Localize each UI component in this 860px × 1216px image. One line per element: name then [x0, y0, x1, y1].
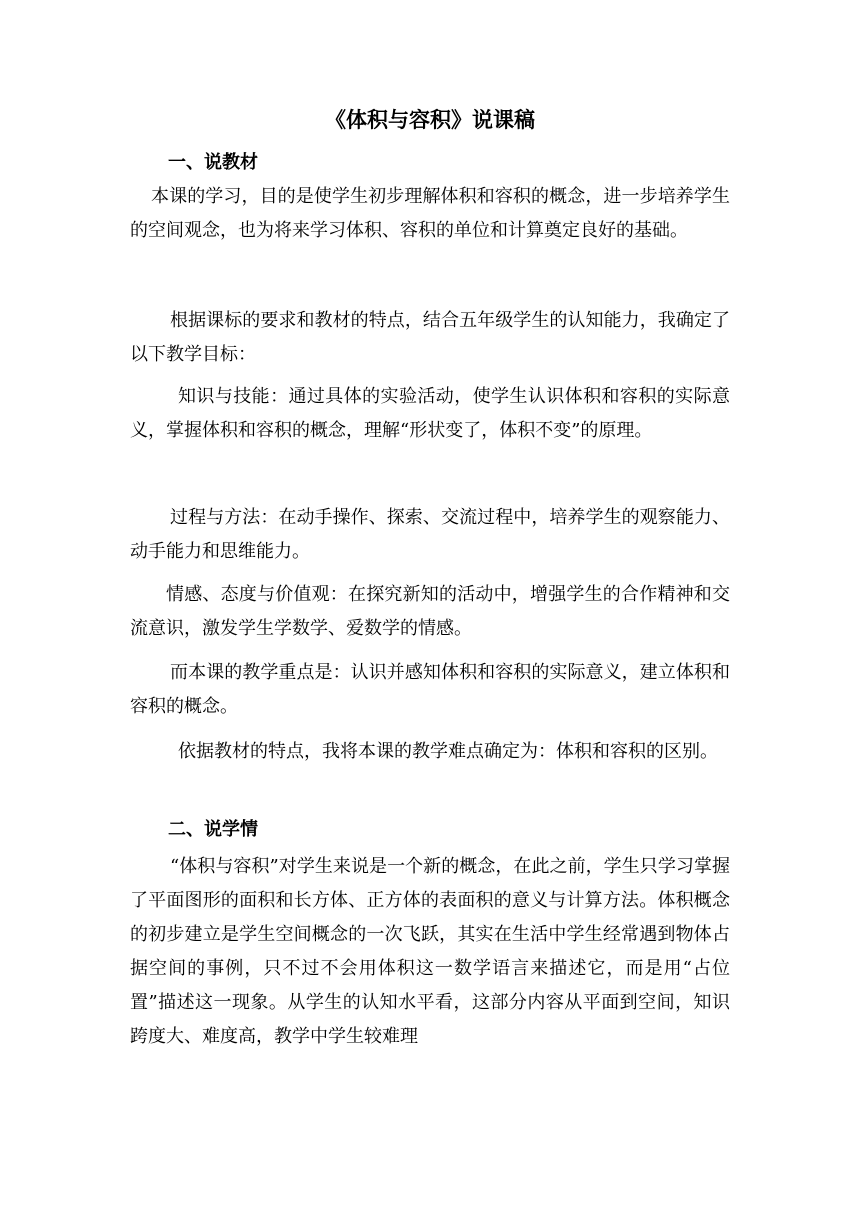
section-heading-textbook: 一、说教材 — [168, 152, 258, 173]
paragraph-knowledge-skills: 知识与技能：通过具体的实验活动，使学生认识体积和容积的实际意义，掌握体积和容积的概念，理解“形状变了，体积不变”的原理。 — [130, 386, 730, 441]
paragraph-emotion-values: 情感、态度与价值观：在探究新知的活动中，增强学生的合作精神和交流意识，激发学生学数学、爱数学的情感。 — [130, 584, 730, 639]
section-heading-students: 二、说学情 — [168, 819, 258, 840]
document-title: 《体积与容积》说课稿 — [325, 107, 535, 132]
paragraph-student-analysis: “体积与容积”对学生来说是一个新的概念，在此之前，学生只学习掌握了平面图形的面积和长方体、正方体的表面积的意义与计算方法。体积概念的初步建立是学生空间概念的一次飞跃，其实在生活中学生经常遇到物体占据空间的事例，只不过不会用体积这一数学语言来描述它，而是用“占位置”描述这一现象。从学生的认知水平看，这部分内容从平面到空间，知识跨度大、难度高，教学中学生较难理 — [130, 856, 730, 1047]
paragraph-difficulty: 依据教材的特点，我将本课的教学难点确定为：体积和容积的区别。 — [178, 741, 718, 762]
paragraph-key-point: 而本课的教学重点是：认识并感知体积和容积的实际意义，建立体积和容积的概念。 — [130, 662, 730, 717]
paragraph-objectives-intro: 根据课标的要求和教材的特点，结合五年级学生的认知能力，我确定了以下教学目标： — [130, 310, 730, 365]
paragraph-purpose: 本课的学习，目的是使学生初步理解体积和容积的概念，进一步培养学生的空间观念，也为将来学习体积、容积的单位和计算奠定良好的基础。 — [130, 186, 730, 241]
paragraph-process-method: 过程与方法：在动手操作、探索、交流过程中，培养学生的观察能力、动手能力和思维能力。 — [130, 507, 730, 562]
